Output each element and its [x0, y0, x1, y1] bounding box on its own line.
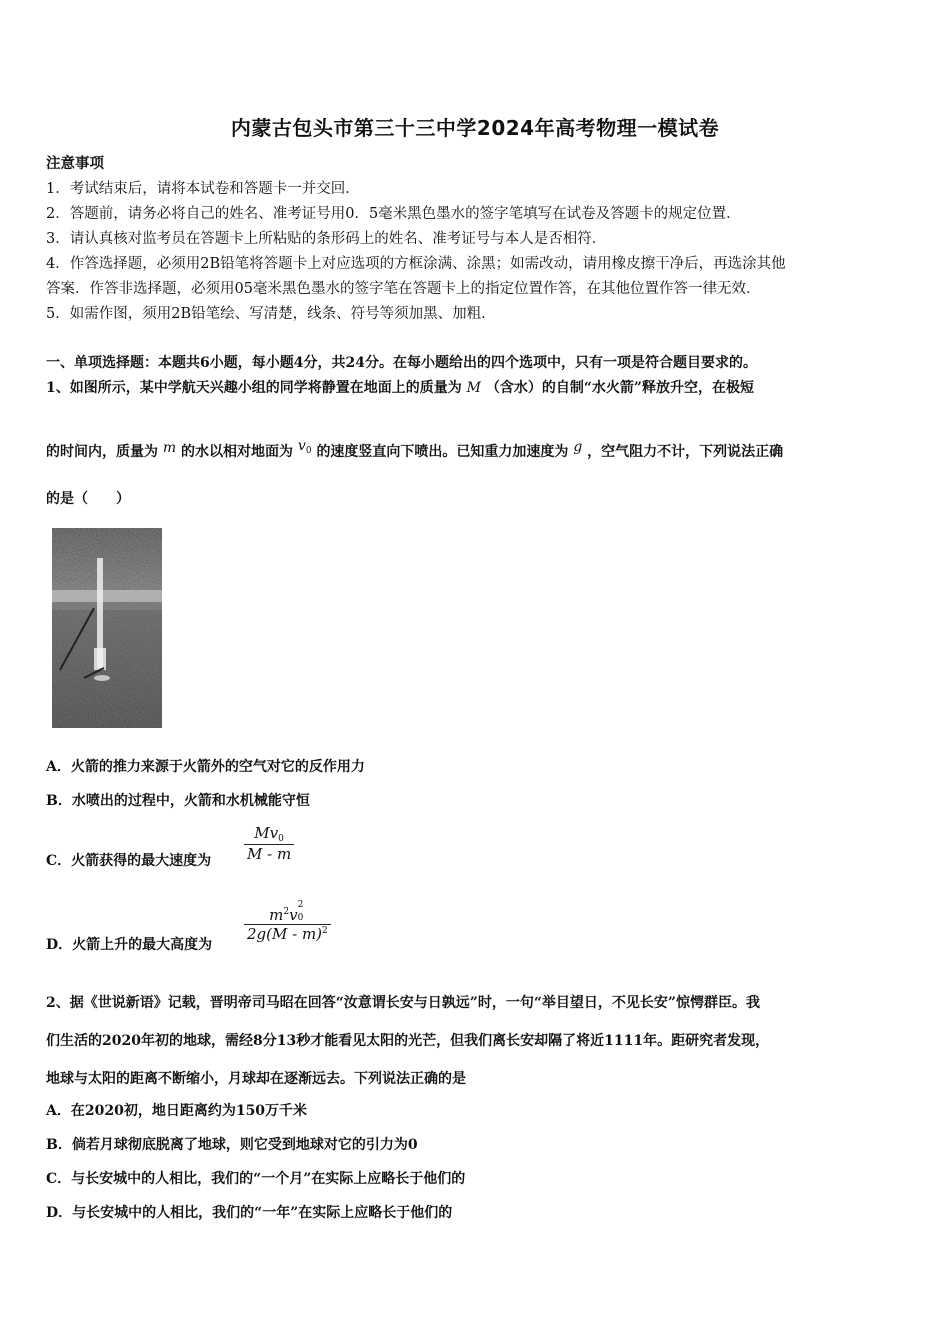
section-heading: 一、单项选择题：本题共6小题，每小题4分，共24分。在每小题给出的四个选项中，只有一项是符合题目要求的。	[46, 355, 757, 371]
q1-line3: 的是（ ）	[46, 491, 130, 507]
notice-item-2: 2．答题前，请务必将自己的姓名、准考证号用0．5毫米黑色墨水的签字笔填写在试卷及答题卡的规定位置．	[46, 206, 741, 222]
notice-item-1: 1．考试结束后，请将本试卷和答题卡一并交回．	[46, 181, 360, 197]
var-g: g	[573, 439, 583, 455]
q2-option-d: D．与长安城中的人相比，我们的“一年”在实际上应略长于他们的	[46, 1205, 453, 1221]
q1-option-a: A．火箭的推力来源于火箭外的空气对它的反作用力	[46, 759, 365, 775]
q2-line2: 们生活的2020年初的地球，需经8分13秒才能看见太阳的光芒，但我们离长安却隔了将近1111年。距研究者发现，	[46, 1033, 770, 1049]
option-c-fraction: $Mv_0$ M - m	[244, 824, 294, 863]
q2-option-a: A．在2020初，地日距离约为150万千米	[46, 1103, 308, 1119]
q1-option-b: B．水喷出的过程中，火箭和水机械能守恒	[46, 793, 310, 809]
option-d-fraction: $m^2v$ 2 0 2g(M - m)$^2$	[244, 906, 331, 943]
var-m: m	[162, 440, 177, 456]
q2-option-b: B．倘若月球彻底脱离了地球，则它受到地球对它的引力为0	[46, 1137, 418, 1153]
q1-line1: 1、如图所示，某中学航天兴趣小组的同学将静置在地面上的质量为 M （含水）的自制“水火箭”释放升空，在极短	[46, 380, 754, 396]
var-v0: $v_0$	[297, 438, 312, 456]
notice-item-4-cont: 答案．作答非选择题，必须用05毫米黑色墨水的签字笔在答题卡上的指定位置作答，在其他位置作答一律无效．	[46, 281, 761, 297]
notice-item-3: 3．请认真核对监考员在答题卡上所粘贴的条形码上的姓名、准考证号与本人是否相符．	[46, 231, 607, 247]
water-rocket-photo	[52, 528, 162, 728]
var-M: M	[466, 380, 481, 396]
q2-option-c: C．与长安城中的人相比，我们的“一个月”在实际上应略长于他们的	[46, 1171, 466, 1187]
q1-option-c: C．火箭获得的最大速度为	[46, 853, 212, 869]
q1-line2: 的时间内，质量为 m 的水以相对地面为 $v_0$ 的速度竖直向下喷出。已知重力加速度为 g ，空气阻力不计，下列说法正确	[46, 438, 784, 460]
page-title: 内蒙古包头市第三十三中学2024年高考物理一模试卷	[230, 116, 720, 140]
notice-heading: 注意事项	[46, 155, 104, 172]
q2-line3: 地球与太阳的距离不断缩小，月球却在逐渐远去。下列说法正确的是	[46, 1071, 466, 1087]
notice-item-5: 5．如需作图，须用2B铅笔绘、写清楚，线条、符号等须加黑、加粗．	[46, 306, 496, 322]
notice-item-4: 4．作答选择题，必须用2B铅笔将答题卡上对应选项的方框涂满、涂黑；如需改动，请用橡皮擦干净后，再选涂其他	[46, 256, 786, 272]
q1-option-d: D．火箭上升的最大高度为	[46, 937, 213, 953]
q2-line1: 2、据《世说新语》记载，晋明帝司马昭在回答“汝意谓长安与日孰远”时，一句“举目望日，不见长安”惊愕群臣。我	[46, 995, 760, 1011]
